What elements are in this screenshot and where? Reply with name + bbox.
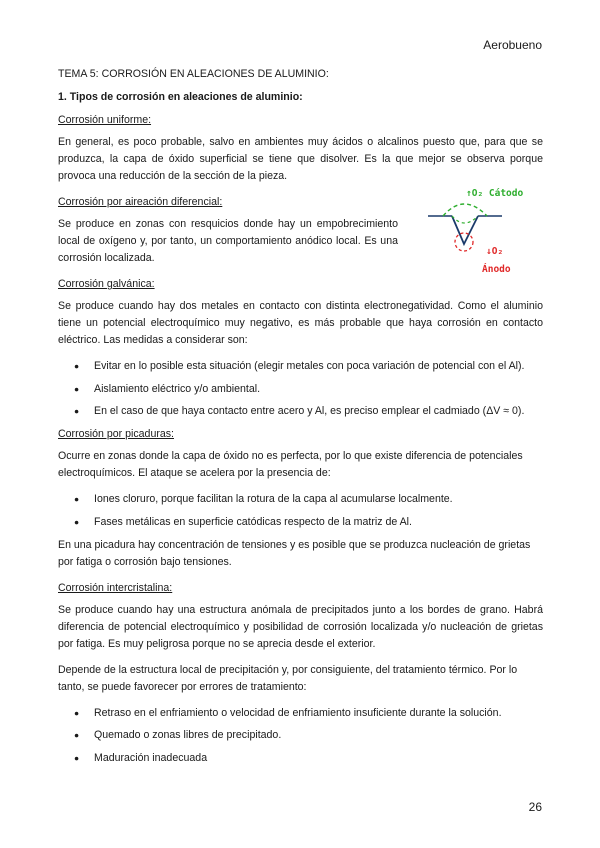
page-number: 26 xyxy=(528,800,542,814)
heading-aireacion: Corrosión por aireación diferencial: xyxy=(58,196,223,208)
section-aireacion xyxy=(58,188,543,275)
list-galvanica xyxy=(58,358,543,420)
heading-picaduras: Corrosión por picaduras: xyxy=(58,428,174,440)
heading-intercristalina: Corrosión intercristalina: xyxy=(58,581,173,594)
aeration-diagram xyxy=(426,186,536,286)
anode-o2-label: ↓O₂ xyxy=(486,246,504,257)
list-item: ● Iones cloruro, porque facilitan la rotura de la capa al acumularse localmente. xyxy=(58,491,543,508)
heading-galvanica: Corrosión galvánica: xyxy=(58,278,155,290)
text-uniforme: En general, es poco probable, salvo en ambientes muy ácidos o alcalinos puesto que, para que se produzca, la capa de óxido superficial se tiene que disolver. Es la que mejor se observa porque provoca una reducción de la sección de la pieza. xyxy=(58,136,543,182)
list-item: ● Maduración inadecuada xyxy=(58,750,543,767)
anode-label: Ánodo xyxy=(482,264,511,275)
crevice-shape xyxy=(452,216,478,244)
list-item: ● Fases metálicas en superficie catódicas respecto de la matriz de Al. xyxy=(58,514,543,531)
list-picaduras xyxy=(58,491,543,531)
heading-uniforme: Corrosión uniforme: xyxy=(58,114,152,126)
list-intercristalina xyxy=(58,705,543,767)
section-subtitle: 1. Tipos de corrosión en aleaciones de aluminio: xyxy=(58,91,303,103)
cathode-zone xyxy=(443,204,487,216)
list-item: ● Evitar en lo posible esta situación (elegir metales con poca variación de potencial con el Al). xyxy=(58,358,543,375)
list-item: ● Retraso en el enfriamiento o velocidad de enfriamiento insuficiente durante la solución. xyxy=(58,705,543,722)
text-intercristalina: Se produce cuando hay una estructura anómala de precipitados junto a los bordes de grano. Habrá diferencia de potencial electroquímico y posibilidad de corrosión localizada y/o nucleación de grietas por fatiga. Es muy peligrosa porque no se aprecia desde el exterior. xyxy=(58,603,543,650)
text-picaduras: Ocurre en zonas donde la capa de óxido no es perfecta, por lo que existe diferencia de potenciales electroquímicos. El ataque se acelera por la presencia de: xyxy=(58,450,523,479)
text-aireacion: Se produce en zonas con resquicios donde hay un empobrecimiento local de oxígeno y, por tanto, un comportamiento anódico local. Es una corrosión localizada. xyxy=(58,218,398,264)
list-item: ● En el caso de que haya contacto entre acero y Al, es preciso emplear el cadmiado (ΔV ≈ 0). xyxy=(58,403,543,420)
cathode-label: ↑O₂ Cátodo xyxy=(466,188,524,199)
text-picaduras-2: En una picadura hay concentración de tensiones y es posible que se produzca nucleación de grietas por fatiga o corrosión bajo tensiones. xyxy=(58,538,531,568)
header-brand: Aerobueno xyxy=(483,38,542,52)
document-content xyxy=(58,66,543,773)
list-item: ● Quemado o zonas libres de precipitado. xyxy=(58,727,543,744)
list-item: ● Aislamiento eléctrico y/o ambiental. xyxy=(58,381,543,398)
text-galvanica: Se produce cuando hay dos metales en contacto con distinta electronegatividad. Como el aluminio tiene un potencial electroquímico muy negativo, es más probable que haya corrosión en contacto eléctrico. Las medidas a considerar son: xyxy=(58,300,543,346)
text-intercristalina-2: Depende de la estructura local de precipitación y, por consiguiente, del tratamiento térmico. Por lo tanto, se puede favorecer por errores de tratamiento: xyxy=(58,663,518,693)
chapter-title: TEMA 5: CORROSIÓN EN ALEACIONES DE ALUMINIO: xyxy=(58,68,329,80)
